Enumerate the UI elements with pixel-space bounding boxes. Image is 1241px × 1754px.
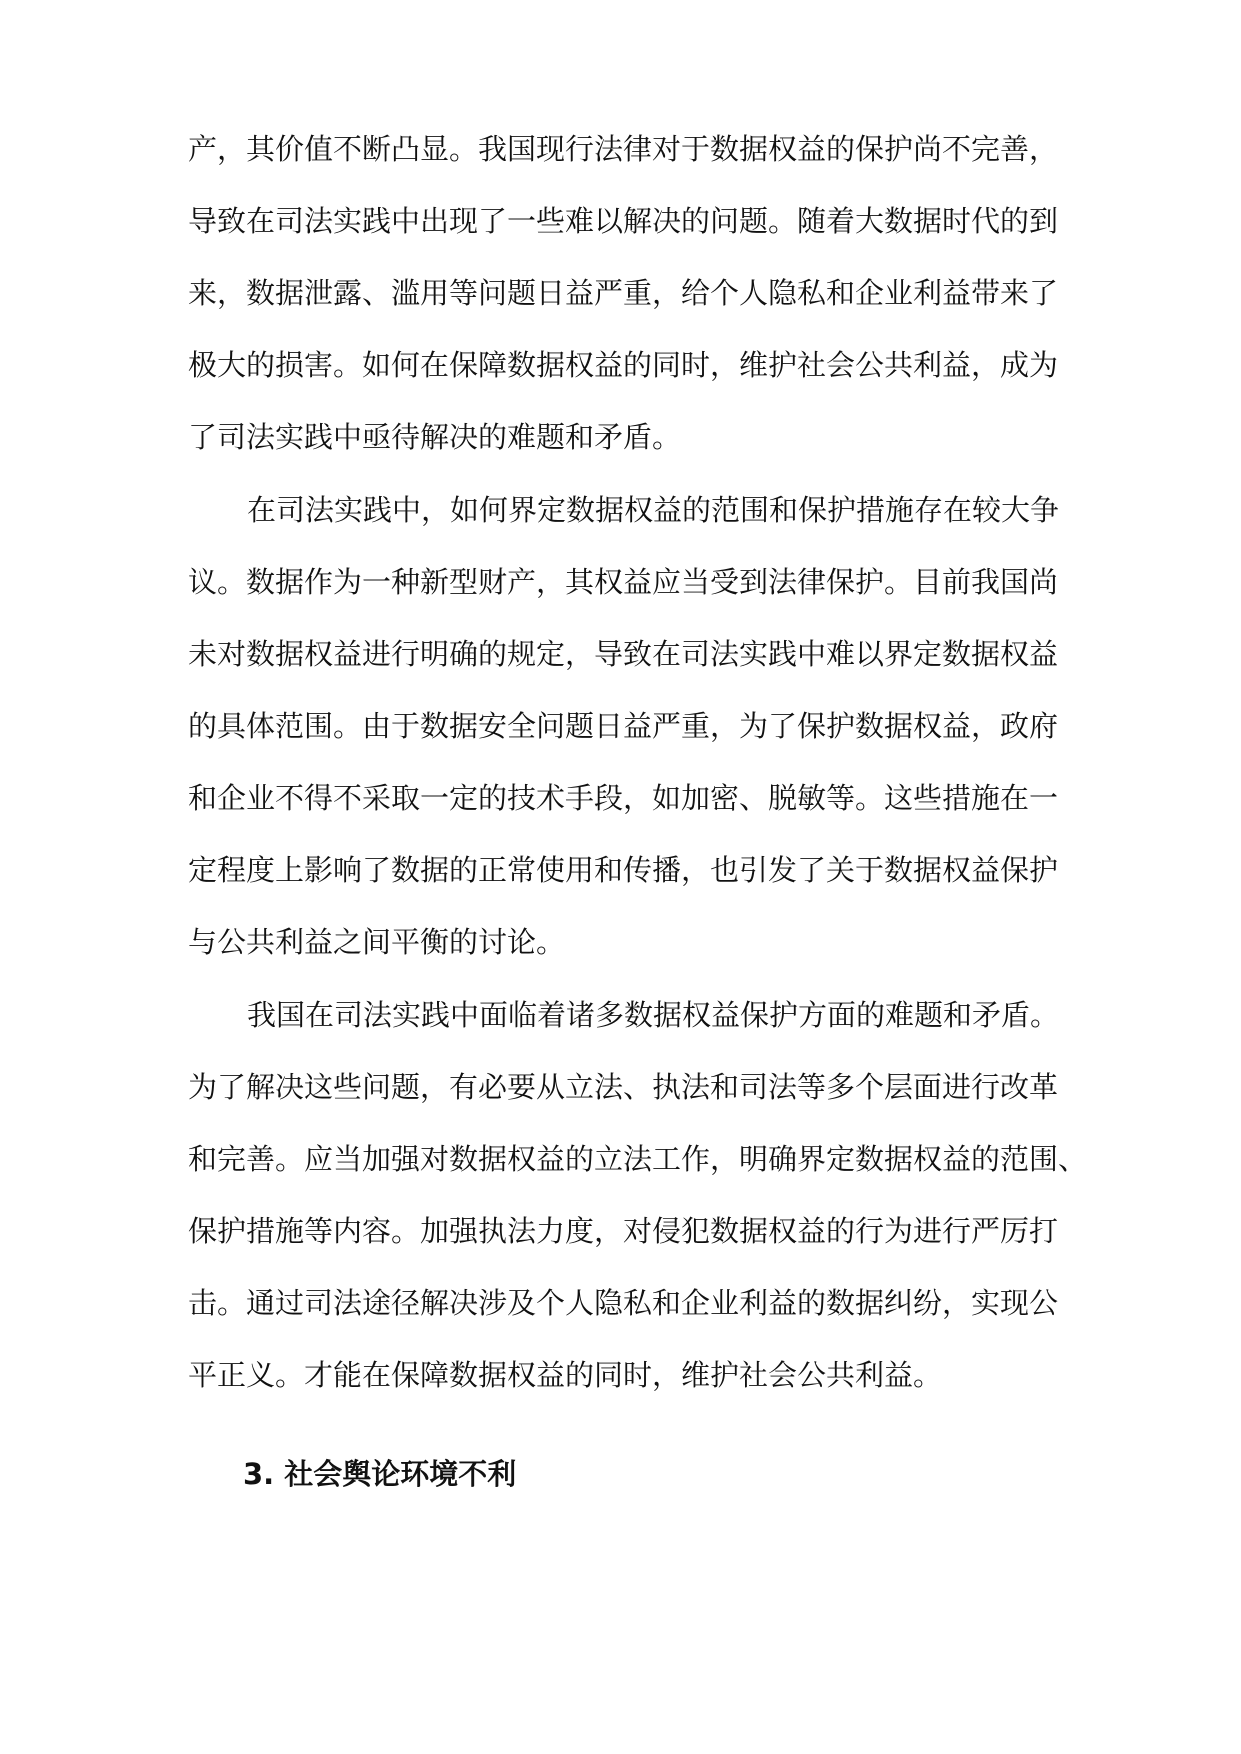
paragraph-2-line-5: 和企业不得不采取一定的技术手段，如加密、脱敏等。这些措施在一 [188,781,1059,815]
paragraph-1-line-5: 了司法实践中亟待解决的难题和矛盾。 [188,420,682,454]
paragraph-1-line-4: 极大的损害。如何在保障数据权益的同时，维护社会公共利益，成为 [188,348,1059,382]
paragraph-3-line-2: 为了解决这些问题，有必要从立法、执法和司法等多个层面进行改革 [188,1070,1059,1104]
paragraph-2-line-7: 与公共利益之间平衡的讨论。 [188,925,566,959]
paragraph-2-line-6: 定程度上影响了数据的正常使用和传播，也引发了关于数据权益保护 [188,853,1059,887]
paragraph-1-line-3: 来，数据泄露、滥用等问题日益严重，给个人隐私和企业利益带来了 [188,276,1059,310]
paragraph-2-line-1: 在司法实践中，如何界定数据权益的范围和保护措施存在较大争 [247,493,1060,527]
paragraph-2-line-4: 的具体范围。由于数据安全问题日益严重，为了保护数据权益，政府 [188,709,1059,743]
section-heading: 3. 社会舆论环境不利 [243,1457,517,1491]
paragraph-2-line-2: 议。数据作为一种新型财产，其权益应当受到法律保护。目前我国尚 [188,565,1059,599]
paragraph-1-line-2: 导致在司法实践中出现了一些难以解决的问题。随着大数据时代的到 [188,204,1059,238]
paragraph-3-line-5: 击。通过司法途径解决涉及个人隐私和企业利益的数据纠纷，实现公 [188,1286,1059,1320]
paragraph-2-line-3: 未对数据权益进行明确的规定，导致在司法实践中难以界定数据权益 [188,637,1059,671]
paragraph-3-line-1: 我国在司法实践中面临着诸多数据权益保护方面的难题和矛盾。 [247,998,1060,1032]
paragraph-3-line-4: 保护措施等内容。加强执法力度，对侵犯数据权益的行为进行严厉打 [188,1214,1059,1248]
paragraph-3-line-3: 和完善。应当加强对数据权益的立法工作，明确界定数据权益的范围、 [188,1142,1088,1176]
paragraph-3-line-6: 平正义。才能在保障数据权益的同时，维护社会公共利益。 [188,1358,943,1392]
paragraph-1-line-1: 产，其价值不断凸显。我国现行法律对于数据权益的保护尚不完善， [188,132,1059,166]
